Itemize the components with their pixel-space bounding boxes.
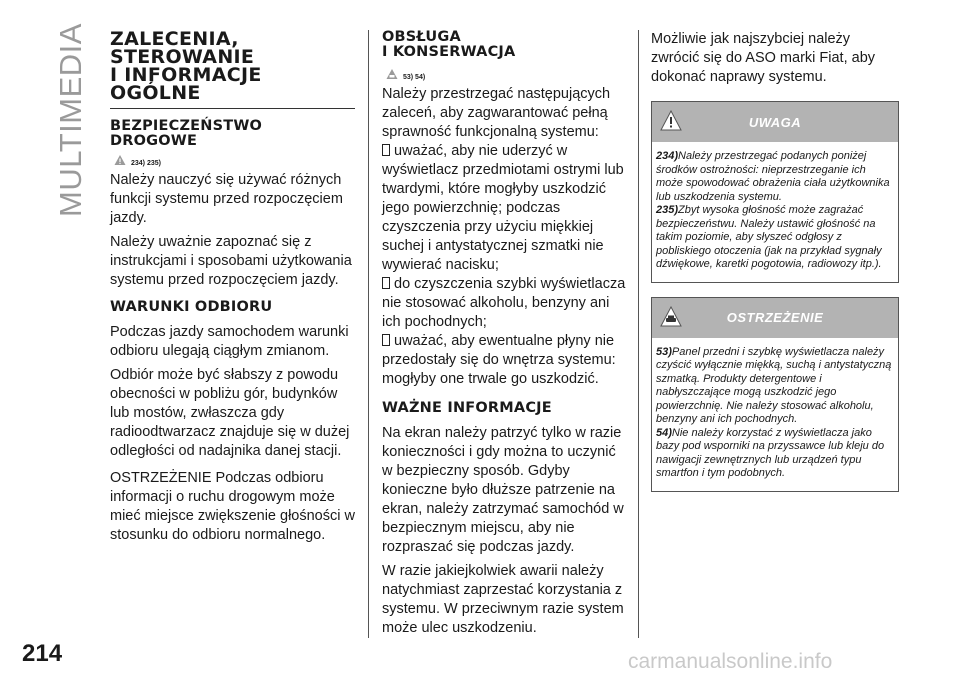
list-item-text: uważać, aby ewentualne płyny nie przedostały się do wnętrza systemu: mogłyby one trwale go uszkodzić.	[382, 333, 616, 387]
list-item-text: uważać, aby nie uderzyć w wyświetlacz przedmiotami ostrymi lub twardymi, które mogłyby uszkodzić jego powierzchnię; podczas czyszczenia przy użyciu miękkiej suchej i antystatycznej szmatki nie wywierać nacisku;	[382, 143, 624, 273]
paragraph: Należy nauczyć się używać różnych funkcji systemu przed rozpoczęciem jazdy.	[110, 172, 343, 226]
paragraph: W razie jakiejkolwiek awarii należy natychmiast zaprzestać korzystania z systemu. W przeciwnym razie system może ulec uszkodzeniu.	[382, 563, 624, 636]
paragraph: Odbiór może być słabszy z powodu obecności w pobliżu gór, budynków lub mostów, zwłaszcza gdy radioodtwarzacz znajduje się w dużej odległości od nadajnika danej stacji.	[110, 367, 350, 459]
title-line: OGÓLNE	[110, 82, 201, 104]
column-2	[382, 30, 627, 643]
section-title-line: WARUNKI ODBIORU	[110, 299, 273, 315]
title-line: I INFORMACJE	[110, 64, 262, 86]
reference-numbers: 53) 54)	[403, 73, 426, 81]
warning-box-header	[652, 102, 898, 142]
warning-triangle-icon	[114, 154, 126, 166]
list-item	[382, 332, 627, 389]
note-number: 235)	[656, 204, 679, 216]
column-divider	[638, 30, 639, 638]
warning-box	[651, 101, 899, 283]
paragraph: Na ekran należy patrzyć tylko w razie konieczności i gdy można to uczynić w bezpieczny sposób. Gdyby konieczne było dłuższe patrzenie na ekran, należy zatrzymać samochód w bezpiecznym miejscu, aby nie rozpraszać się podczas jazdy.	[382, 425, 624, 555]
section-title-line: WAŻNE INFORMACJE	[382, 400, 552, 416]
section-title-line: I KONSERWACJA	[382, 44, 516, 60]
side-label-text: MULTIMEDIA	[53, 23, 89, 217]
bullet-icon	[382, 277, 390, 289]
warning-title: UWAGA	[748, 114, 802, 130]
caution-note	[656, 427, 894, 481]
paragraph: Należy przestrzegać następujących zaleceń, aby zagwarantować pełną sprawność funkcjonalną systemu:	[382, 86, 611, 140]
warning-box-body	[652, 142, 898, 282]
reference-line	[114, 152, 355, 168]
paragraph: Możliwie jak najszybciej należy zwrócić się do ASO marki Fiat, aby dokonać naprawy systemu.	[651, 31, 876, 85]
caution-box	[651, 297, 899, 492]
section-title-road-safety	[110, 119, 355, 149]
column-3	[651, 30, 899, 492]
caution-title: OSTRZEŻENIE	[726, 310, 824, 325]
section-title-line: BEZPIECZEŃSTWO	[110, 118, 263, 134]
note-text: Zbyt wysoka głośność może zagrażać bezpieczeństwu. Należy ustawić głośność na takim poziomie, aby słyszeć odgłosy z pobliskiego otoczenia (jak na przykład sygnały dźwiękowe, karetki pogotowia, radiowozy itp.).	[656, 204, 882, 270]
page-number: 214	[22, 640, 63, 667]
paragraph: Podczas jazdy samochodem warunki odbioru ulegają ciągłym zmianom.	[110, 324, 349, 359]
car-caution-icon	[660, 306, 682, 333]
caution-car-icon	[386, 68, 398, 80]
title-line: STEROWANIE	[110, 46, 255, 68]
paragraph: OSTRZEŻENIE Podczas odbioru informacji o ruchu drogowym może mieć miejsce zwiększenie głośności w stosunku do odbioru normalnego.	[110, 470, 355, 543]
title-line: ZALECENIA,	[110, 28, 239, 50]
list-item	[382, 142, 627, 275]
bullet-icon	[382, 144, 390, 156]
warning-note	[656, 204, 894, 272]
column-1	[110, 30, 355, 550]
note-text: Panel przedni i szybkę wyświetlacza należy czyścić wyłącznie miękką, suchą i antystatyczną szmatką. Produkty detergentowe i nabłyszczające mogą uszkodzić jego powierzchnię. Nie należy stosować alkoholu, benzyny ani ich pochodnych.	[656, 345, 892, 425]
bullet-icon	[382, 334, 390, 346]
note-number: 234)	[656, 150, 679, 162]
caution-box-header	[652, 298, 898, 338]
warning-note	[656, 150, 894, 204]
paragraph: Należy uważnie zapoznać się z instrukcjami i sposobami użytkowania systemu przed rozpoczęciem jazdy.	[110, 234, 352, 288]
title-rule	[110, 108, 355, 109]
note-text: Nie należy korzystać z wyświetlacza jako bazy pod wsporniki na przyssawce lub kleju do nawigacji zewnętrznych lub urządzeń typu smartfon i tym podobnych.	[656, 426, 885, 479]
note-number: 54)	[656, 426, 672, 439]
section-title-maintenance	[382, 30, 627, 60]
caution-box-body	[652, 338, 898, 491]
section-title-reception	[110, 300, 355, 315]
watermark-text: carmanualsonline.info	[628, 650, 833, 673]
page-title	[110, 30, 355, 102]
reference-line	[386, 66, 627, 82]
list-item-text: do czyszczenia szybki wyświetlacza nie stosować alkoholu, benzyny ani ich pochodnych;	[382, 276, 626, 330]
column-divider	[368, 30, 369, 638]
note-number: 53)	[656, 345, 672, 358]
list-item	[382, 275, 627, 332]
section-title-line: OBSŁUGA	[382, 29, 461, 45]
section-title-line: DROGOWE	[110, 133, 198, 149]
section-title-important	[382, 401, 627, 416]
caution-note	[656, 346, 894, 427]
section-side-label	[46, 23, 96, 217]
note-text: Należy przestrzegać podanych poniżej środków ostrożności: nieprzestrzeganie ich może spowodować obrażenia ciała użytkownika lub uszkodzenia systemu.	[656, 150, 890, 203]
reference-numbers: 234) 235)	[131, 159, 161, 167]
warning-triangle-icon	[660, 110, 682, 137]
